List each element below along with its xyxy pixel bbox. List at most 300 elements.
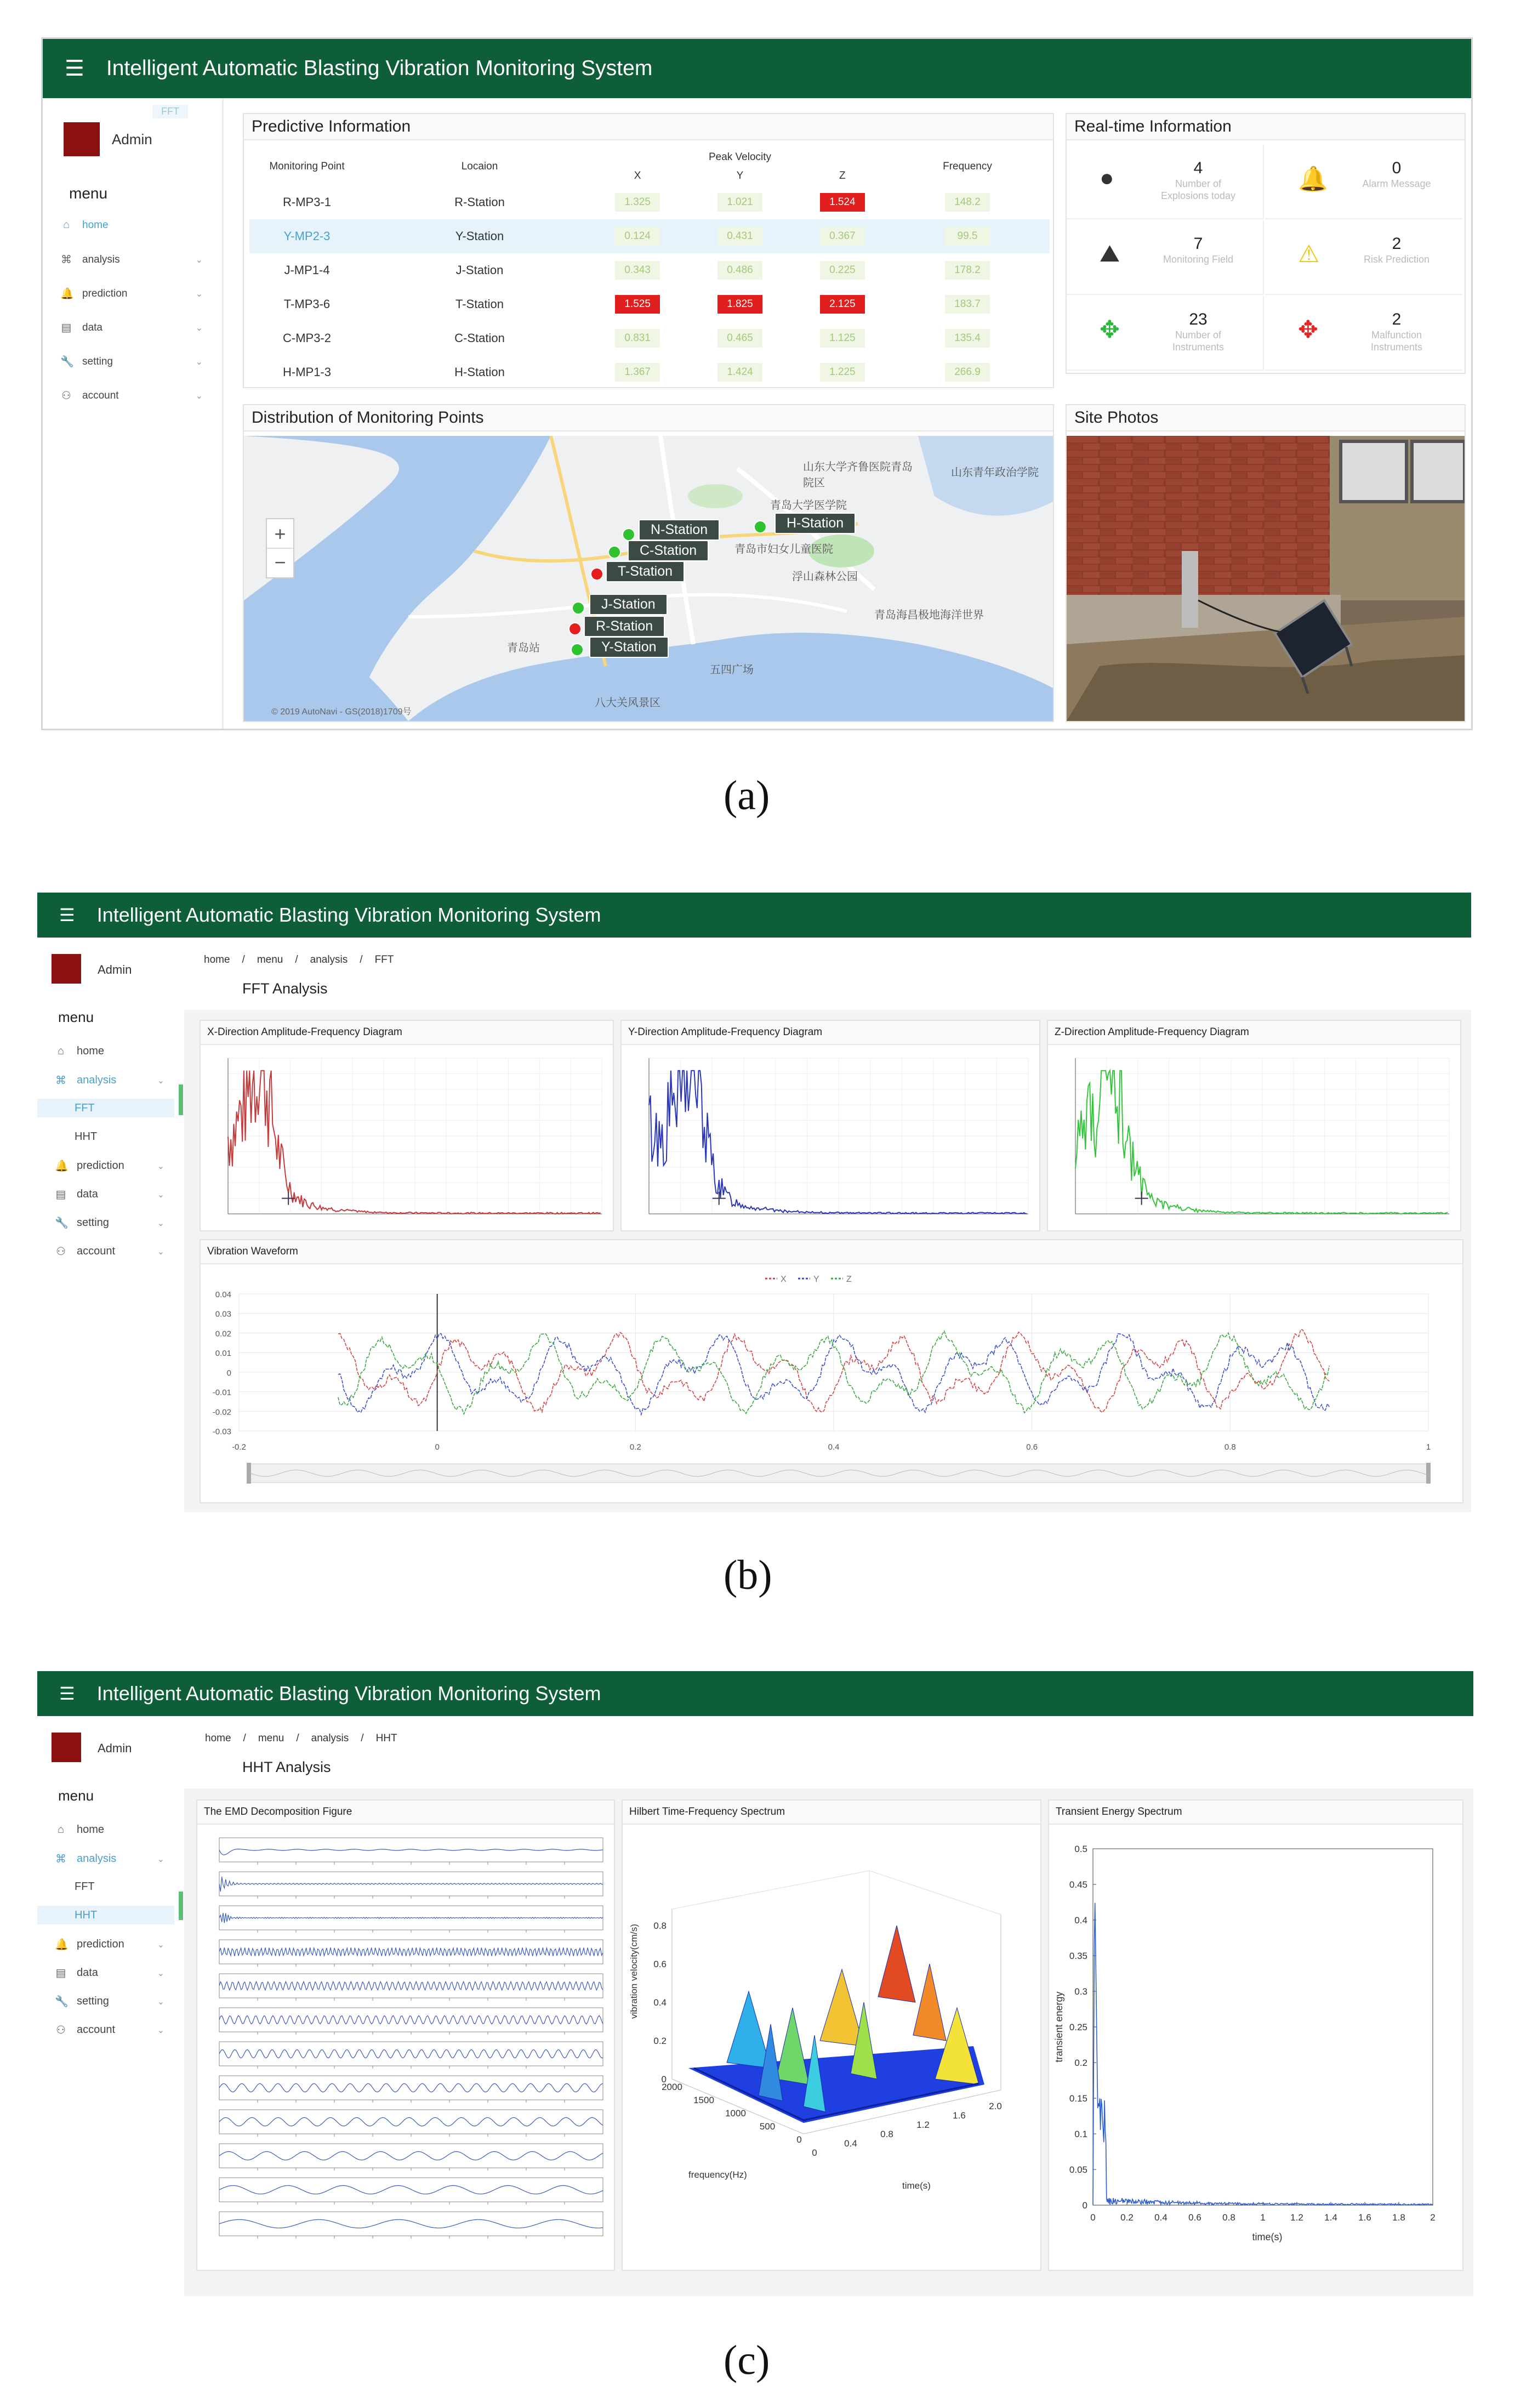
avatar[interactable]	[64, 122, 100, 156]
sidebar-item-data[interactable]	[55, 1966, 164, 1980]
sidebar-item-prediction[interactable]	[60, 287, 203, 300]
road-icon: ⛰	[1100, 240, 1120, 267]
legend-label[interactable]: X	[781, 1275, 787, 1284]
chevron-down-icon: ⌄	[157, 1247, 164, 1257]
station-label[interactable]: C-Station	[628, 540, 709, 561]
table-row[interactable]	[249, 253, 1050, 287]
chevron-down-icon: ⌄	[157, 1940, 164, 1950]
frequency-cell	[885, 253, 1050, 287]
breadcrumb-item[interactable]: analysis	[311, 1733, 349, 1744]
station-marker[interactable]	[572, 601, 585, 615]
app-title: Intelligent Automatic Blasting Vibration Monitoring System	[96, 904, 601, 926]
x-tick-label: 1.2	[1290, 2212, 1303, 2223]
table-row[interactable]	[249, 185, 1050, 219]
breadcrumb-item[interactable]: analysis	[310, 954, 348, 966]
wrench-icon: 🔧	[55, 1996, 69, 2008]
peak-value: 2.125	[820, 295, 865, 314]
zoom-control	[266, 518, 294, 578]
x-tick-label: 0.2	[629, 1442, 641, 1452]
zoom-slider[interactable]	[250, 1464, 1428, 1483]
realtime-card-text	[1347, 235, 1446, 265]
x-axis-label: time(s)	[1252, 2231, 1283, 2242]
bell-icon: 🔔	[55, 1939, 69, 1951]
y-tick-label: 0.04	[215, 1290, 231, 1299]
imf-plot	[219, 1974, 603, 1998]
page-title: HHT Analysis	[242, 1759, 331, 1775]
station-label[interactable]: Y-Station	[589, 637, 669, 658]
plot-frame	[1093, 1849, 1433, 2205]
col-x: X	[634, 170, 641, 181]
y-tick-label: 0.45	[1069, 1879, 1087, 1890]
bell-icon: 🔔	[1298, 166, 1328, 192]
sidebar-item-account[interactable]	[60, 389, 203, 402]
realtime-card[interactable]	[1067, 296, 1264, 371]
col-frequency: Frequency	[943, 161, 992, 172]
freq-tick-label: 0	[796, 2134, 802, 2145]
x-fft-panel	[200, 1020, 614, 1231]
breadcrumb-separator: /	[361, 1733, 364, 1744]
bomb-icon: ●	[1100, 164, 1114, 191]
breadcrumb-separator: /	[360, 954, 363, 966]
imf-plot	[219, 2212, 603, 2236]
y-tick-label: 0.1	[1074, 2129, 1087, 2139]
chevron-down-icon: ⌄	[195, 323, 203, 333]
peak-y-cell	[680, 355, 799, 389]
z-tick-label: 0.4	[653, 1997, 667, 2008]
sidebar-subitem-fft[interactable]: FFT	[75, 1881, 95, 1893]
realtime-card-text	[1347, 310, 1446, 353]
waveform-panel	[200, 1239, 1463, 1503]
surface-peak	[820, 1969, 864, 2046]
predictive-table	[249, 148, 1050, 389]
sidebar-item-analysis[interactable]	[60, 253, 203, 266]
x-tick-label: 1	[1260, 2212, 1266, 2223]
legend-label[interactable]: Y	[813, 1275, 819, 1284]
z-fft-panel	[1047, 1020, 1461, 1231]
realtime-card[interactable]	[1067, 220, 1264, 295]
z-axis-label: vibration velocity(cm/s)	[629, 1924, 639, 2019]
chevron-down-icon: ⌄	[157, 2025, 164, 2035]
fft-tag: FFT	[152, 105, 188, 118]
sidebar-item-setting[interactable]	[60, 355, 203, 368]
x-tick-label: 1.4	[1324, 2212, 1337, 2223]
sidebar-item-label: prediction	[77, 1160, 124, 1172]
peak-value: 1.367	[615, 363, 660, 382]
x-tick-label: 0.4	[828, 1442, 840, 1452]
hilbert-title: Hilbert Time-Frequency Spectrum	[623, 1801, 1040, 1825]
realtime-label: Explosions today	[1160, 190, 1236, 201]
breadcrumb-item[interactable]: home	[205, 1733, 231, 1744]
peak-value: 1.021	[717, 193, 762, 212]
location-cell: T-Station	[455, 297, 504, 311]
sidebar-item-label: analysis	[82, 253, 120, 265]
table-row[interactable]	[249, 287, 1050, 321]
sidebar-item-data[interactable]	[60, 321, 203, 334]
peak-z-cell	[800, 253, 885, 287]
chevron-down-icon: ⌄	[157, 1161, 164, 1171]
sidebar-item-data[interactable]	[55, 1188, 164, 1201]
sidebar-item-label: home	[82, 219, 109, 231]
x-fft-title: X-Direction Amplitude-Frequency Diagram	[201, 1021, 613, 1045]
y-tick-label: -0.03	[212, 1427, 231, 1436]
sidebar-subitem-hht[interactable]: HHT	[37, 1906, 174, 1924]
station-marker[interactable]	[622, 528, 635, 541]
sidebar-item-label: data	[77, 1967, 98, 1979]
sidebar-item-account[interactable]	[55, 2023, 164, 2037]
realtime-card-text	[1149, 235, 1248, 265]
freq-tick-label: 1000	[725, 2108, 746, 2119]
crosshair-icon: ✥	[1100, 316, 1120, 343]
location-cell: J-Station	[455, 263, 504, 277]
energy-panel	[1048, 1799, 1463, 2271]
realtime-card[interactable]	[1265, 220, 1462, 295]
station-marker[interactable]	[754, 520, 767, 533]
surface-peak	[776, 2008, 809, 2085]
station-marker[interactable]	[608, 546, 621, 559]
breadcrumb-separator: /	[295, 954, 298, 966]
caption-b: (b)	[724, 1552, 772, 1598]
hilbert-chart	[623, 1827, 1040, 2270]
location-cell: Y-Station	[455, 229, 504, 243]
peak-value: 0.431	[717, 227, 762, 246]
active-indicator	[179, 1084, 183, 1115]
y-tick-label: 0	[226, 1368, 231, 1378]
sidebar-item-label: setting	[82, 355, 113, 367]
slider-handle-left[interactable]	[247, 1463, 251, 1484]
time-tick-label: 1.6	[953, 2110, 966, 2121]
realtime-label: Number of	[1175, 178, 1222, 189]
sidebar	[43, 98, 224, 730]
frequency-cell	[885, 219, 1050, 253]
col-monitoring-point: Monitoring Point	[269, 161, 345, 172]
frequency-value: 183.7	[945, 295, 990, 314]
time-axis-label: time(s)	[902, 2180, 931, 2191]
peak-value: 0.225	[820, 261, 865, 280]
predictive-info-panel	[243, 113, 1054, 388]
menu-label: menu	[58, 1009, 94, 1025]
frequency-cell	[885, 321, 1050, 355]
emd-title: The EMD Decomposition Figure	[197, 1801, 614, 1825]
station-label[interactable]: T-Station	[606, 561, 685, 582]
map-copyright: © 2019 AutoNavi - GS(2018)1709号	[271, 707, 412, 717]
realtime-value: 0	[1392, 159, 1402, 177]
map-place-label: 青岛大学医学院	[770, 499, 847, 512]
frequency-cell	[885, 185, 1050, 219]
location-cell: C-Station	[454, 331, 505, 345]
sidebar-item-analysis[interactable]	[55, 1852, 164, 1866]
peak-x-cell	[595, 287, 680, 321]
peak-x-cell	[595, 355, 680, 389]
frequency-value: 178.2	[945, 261, 990, 280]
x-tick-label: 0.6	[1188, 2212, 1201, 2223]
sidebar-subitem-fft[interactable]: FFT	[37, 1099, 174, 1117]
sidebar-item-setting[interactable]	[55, 1216, 164, 1230]
sidebar-subitem-hht[interactable]: HHT	[75, 1131, 98, 1143]
peak-z-cell	[800, 287, 885, 321]
breadcrumb	[205, 1733, 397, 1745]
y-tick-label: 0.15	[1069, 2093, 1087, 2104]
user-name: Admin	[98, 1741, 132, 1755]
caption-a: (a)	[724, 773, 770, 819]
map-place-label: 山东大学齐鲁医院青岛院区	[803, 461, 913, 489]
legend-label[interactable]: Z	[846, 1275, 852, 1284]
table-row[interactable]	[249, 321, 1050, 355]
peak-y-cell	[680, 253, 799, 287]
energy-title: Transient Energy Spectrum	[1049, 1801, 1462, 1825]
site-photos-panel	[1066, 404, 1466, 722]
peak-y-cell	[680, 321, 799, 355]
realtime-label: Instruments	[1370, 342, 1423, 353]
avatar[interactable]	[52, 954, 81, 984]
peak-x-cell	[595, 219, 680, 253]
time-tick-label: 0.4	[844, 2138, 857, 2149]
col-peak-velocity: Peak Velocity	[708, 151, 772, 163]
station-marker[interactable]	[568, 622, 582, 635]
freq-tick-label: 500	[759, 2121, 776, 2132]
hamburger-menu-icon[interactable]: ☰	[59, 1684, 75, 1703]
analysis-icon: ⌘	[55, 1853, 66, 1865]
y-fft-panel	[620, 1020, 1040, 1231]
app-header	[37, 1671, 1473, 1716]
y-tick-label: 0.3	[1074, 1986, 1087, 1997]
breadcrumb-separator: /	[242, 954, 245, 966]
sidebar-item-home[interactable]	[60, 219, 203, 231]
spectrum-line	[1075, 1071, 1448, 1214]
sidebar-item-label: account	[77, 2024, 116, 2036]
realtime-card[interactable]	[1265, 296, 1462, 371]
map-place-label: 五四广场	[710, 664, 754, 676]
emd-chart	[197, 1827, 614, 2270]
menu-label: menu	[58, 1787, 94, 1804]
active-indicator	[179, 1892, 183, 1920]
document-icon: ▤	[55, 1189, 66, 1201]
realtime-label: Number of	[1175, 330, 1222, 340]
peak-z-cell	[800, 355, 885, 389]
breadcrumb-item[interactable]: menu	[257, 954, 283, 966]
y-tick-label: 0.03	[215, 1309, 231, 1319]
peak-value: 1.825	[717, 295, 762, 314]
sidebar-item-label: data	[82, 321, 102, 333]
chevron-down-icon: ⌄	[157, 1218, 164, 1228]
x-tick-label: 1.8	[1392, 2212, 1405, 2223]
realtime-label: Instruments	[1172, 342, 1224, 353]
x-tick-label: 0	[1090, 2212, 1096, 2223]
z-tick-label: 0.2	[653, 2036, 667, 2046]
map-place-label: 青岛站	[507, 642, 540, 654]
realtime-value: 4	[1193, 159, 1203, 177]
peak-value: 0.343	[615, 261, 660, 280]
sidebar-item-label: home	[77, 1824, 105, 1836]
user-name: Admin	[98, 963, 132, 976]
breadcrumb-item[interactable]: FFT	[374, 954, 394, 966]
y-tick-label: 0	[1082, 2200, 1087, 2211]
chevron-down-icon: ⌄	[157, 1997, 164, 2007]
zoom-in-button[interactable]: +	[267, 519, 293, 549]
breadcrumb-item[interactable]: HHT	[375, 1733, 397, 1744]
breadcrumb-separator: /	[243, 1733, 246, 1744]
sidebar-item-setting[interactable]	[55, 1995, 164, 2008]
col-y: Y	[736, 170, 744, 181]
sidebar-item-label: data	[77, 1188, 98, 1200]
x-tick-label: 0.6	[1026, 1442, 1038, 1452]
emd-panel	[196, 1799, 615, 2271]
map-place-label: 青岛海昌极地海洋世界	[874, 609, 984, 621]
x-tick-label: 0.4	[1154, 2212, 1167, 2223]
map-place-label: 青岛市妇女儿童医院	[734, 543, 833, 555]
home-icon: ⌂	[62, 219, 70, 231]
peak-value: 0.124	[615, 227, 660, 246]
frequency-value: 135.4	[945, 329, 990, 348]
station-label[interactable]: J-Station	[589, 594, 668, 615]
chevron-down-icon: ⌄	[157, 1076, 164, 1086]
location-cell: R-Station	[454, 195, 505, 209]
station-label[interactable]: N-Station	[639, 519, 720, 541]
chevron-down-icon: ⌄	[195, 255, 203, 265]
hamburger-menu-icon[interactable]: ☰	[59, 905, 75, 925]
menu-label: menu	[69, 185, 108, 202]
peak-z-cell	[800, 321, 885, 355]
station-marker[interactable]	[590, 567, 603, 581]
col-z: Z	[839, 170, 846, 181]
frequency-cell	[885, 355, 1050, 389]
y-tick-label: -0.02	[212, 1407, 231, 1417]
document-icon: ▤	[61, 322, 72, 334]
app-title: Intelligent Automatic Blasting Vibration Monitoring System	[96, 1682, 601, 1705]
location-cell: H-Station	[454, 365, 505, 379]
map-canvas[interactable]	[244, 436, 1053, 721]
map-panel	[243, 404, 1054, 722]
sidebar-item-prediction[interactable]	[55, 1159, 164, 1173]
y-tick-label: 0.25	[1069, 2022, 1087, 2032]
chevron-down-icon: ⌄	[157, 1854, 164, 1864]
screenshot-c	[37, 1671, 1473, 2296]
peak-value: 1.424	[717, 363, 762, 382]
y-tick-label: 0.01	[215, 1349, 231, 1359]
monitoring-point-cell: Y-MP2-3	[283, 229, 331, 243]
app-title: Intelligent Automatic Blasting Vibration Monitoring System	[106, 56, 653, 80]
site-photo[interactable]	[1067, 436, 1465, 721]
imf-plot	[219, 2178, 603, 2202]
sidebar-item-label: analysis	[77, 1853, 117, 1865]
peak-y-cell	[680, 287, 799, 321]
predictive-info-title: Predictive Information	[244, 114, 1053, 140]
surface-peak	[727, 1991, 771, 2068]
x-tick-label: 0.8	[1224, 1442, 1236, 1452]
frequency-cell	[885, 287, 1050, 321]
sidebar	[37, 938, 184, 1512]
document-icon: ▤	[55, 1967, 66, 1979]
peak-y-cell	[680, 185, 799, 219]
freq-tick-label: 1500	[693, 2095, 714, 2105]
x-fft-chart	[201, 1047, 613, 1230]
sidebar-item-prediction[interactable]	[55, 1938, 164, 1951]
x-tick-label: 1.6	[1358, 2212, 1371, 2223]
peak-value: 0.486	[717, 261, 762, 280]
realtime-label: Monitoring Field	[1163, 254, 1234, 265]
sidebar-item-analysis[interactable]	[55, 1074, 164, 1087]
sidebar-item-home[interactable]	[55, 1045, 153, 1058]
chevron-down-icon: ⌄	[157, 1190, 164, 1200]
sidebar-item-label: home	[77, 1045, 105, 1057]
realtime-card-text	[1149, 159, 1248, 202]
map-place-label: 山东青年政治学院	[951, 467, 1039, 479]
analysis-icon: ⌘	[55, 1075, 66, 1087]
z-tick-label: 0.8	[653, 1921, 667, 1931]
realtime-card[interactable]	[1067, 145, 1264, 219]
y-tick-label: 0.4	[1074, 1915, 1087, 1926]
imf-plot	[219, 2110, 603, 2134]
y-fft-chart	[622, 1047, 1039, 1230]
chevron-down-icon: ⌄	[195, 391, 203, 401]
frequency-value: 148.2	[945, 193, 990, 212]
avatar[interactable]	[52, 1733, 81, 1762]
waveform-title: Vibration Waveform	[201, 1240, 1462, 1264]
warning-icon: ⚠	[1298, 241, 1320, 268]
wrench-icon: 🔧	[55, 1217, 69, 1229]
peak-x-cell	[595, 185, 680, 219]
hamburger-menu-icon[interactable]: ☰	[65, 56, 84, 81]
realtime-label: Malfunction	[1371, 330, 1422, 340]
surface-peak	[878, 1926, 915, 2002]
sidebar-item-label: prediction	[82, 287, 128, 299]
sidebar-item-home[interactable]	[55, 1824, 153, 1836]
realtime-value: 2	[1392, 235, 1402, 253]
site-photos-title: Site Photos	[1067, 405, 1465, 431]
peak-value: 1.125	[820, 329, 865, 348]
y-tick-label: 0.2	[1074, 2058, 1087, 2068]
peak-value: 1.325	[615, 193, 660, 212]
app-header	[43, 39, 1471, 98]
realtime-label: Risk Prediction	[1363, 254, 1430, 265]
z-tick-label: 0	[661, 2074, 667, 2085]
slider-handle-right[interactable]	[1426, 1463, 1431, 1484]
y-tick-label: 0.02	[215, 1329, 231, 1339]
monitoring-point-cell: H-MP1-3	[282, 365, 331, 379]
map-place-label: 八大关风景区	[595, 697, 660, 709]
breadcrumb-item[interactable]: menu	[258, 1733, 284, 1744]
bell-icon: 🔔	[55, 1160, 69, 1172]
freq-axis-label: frequency(Hz)	[688, 2170, 747, 2180]
freq-tick-label: 2000	[662, 2082, 682, 2092]
realtime-value: 2	[1392, 310, 1402, 328]
screenshot-b	[37, 893, 1471, 1512]
sidebar-item-label: account	[82, 389, 119, 401]
map-title: Distribution of Monitoring Points	[244, 405, 1053, 431]
page-title: FFT Analysis	[242, 980, 328, 997]
home-icon: ⌂	[57, 1824, 65, 1836]
station-label[interactable]: R-Station	[584, 616, 665, 637]
peak-value: 0.831	[615, 329, 660, 348]
chevron-down-icon: ⌄	[195, 289, 203, 299]
spectrum-line	[649, 1071, 1027, 1214]
sidebar-item-label: setting	[77, 1995, 109, 2007]
sidebar-item-account[interactable]	[55, 1245, 164, 1258]
breadcrumb-item[interactable]: home	[204, 954, 230, 966]
realtime-value: 7	[1193, 235, 1203, 253]
breadcrumb-separator: /	[296, 1733, 299, 1744]
z-fft-title: Z-Direction Amplitude-Frequency Diagram	[1048, 1021, 1460, 1045]
time-tick-label: 2.0	[989, 2101, 1002, 2111]
zoom-out-button[interactable]: −	[274, 551, 286, 573]
realtime-card[interactable]	[1265, 145, 1462, 219]
table-row[interactable]	[249, 219, 1050, 253]
monitoring-point-cell: C-MP3-2	[282, 331, 331, 345]
table-row[interactable]	[249, 355, 1050, 389]
energy-chart	[1049, 1827, 1462, 2270]
station-label[interactable]: H-Station	[774, 513, 856, 534]
x-tick-label: 2	[1430, 2212, 1436, 2223]
peak-y-cell	[680, 219, 799, 253]
